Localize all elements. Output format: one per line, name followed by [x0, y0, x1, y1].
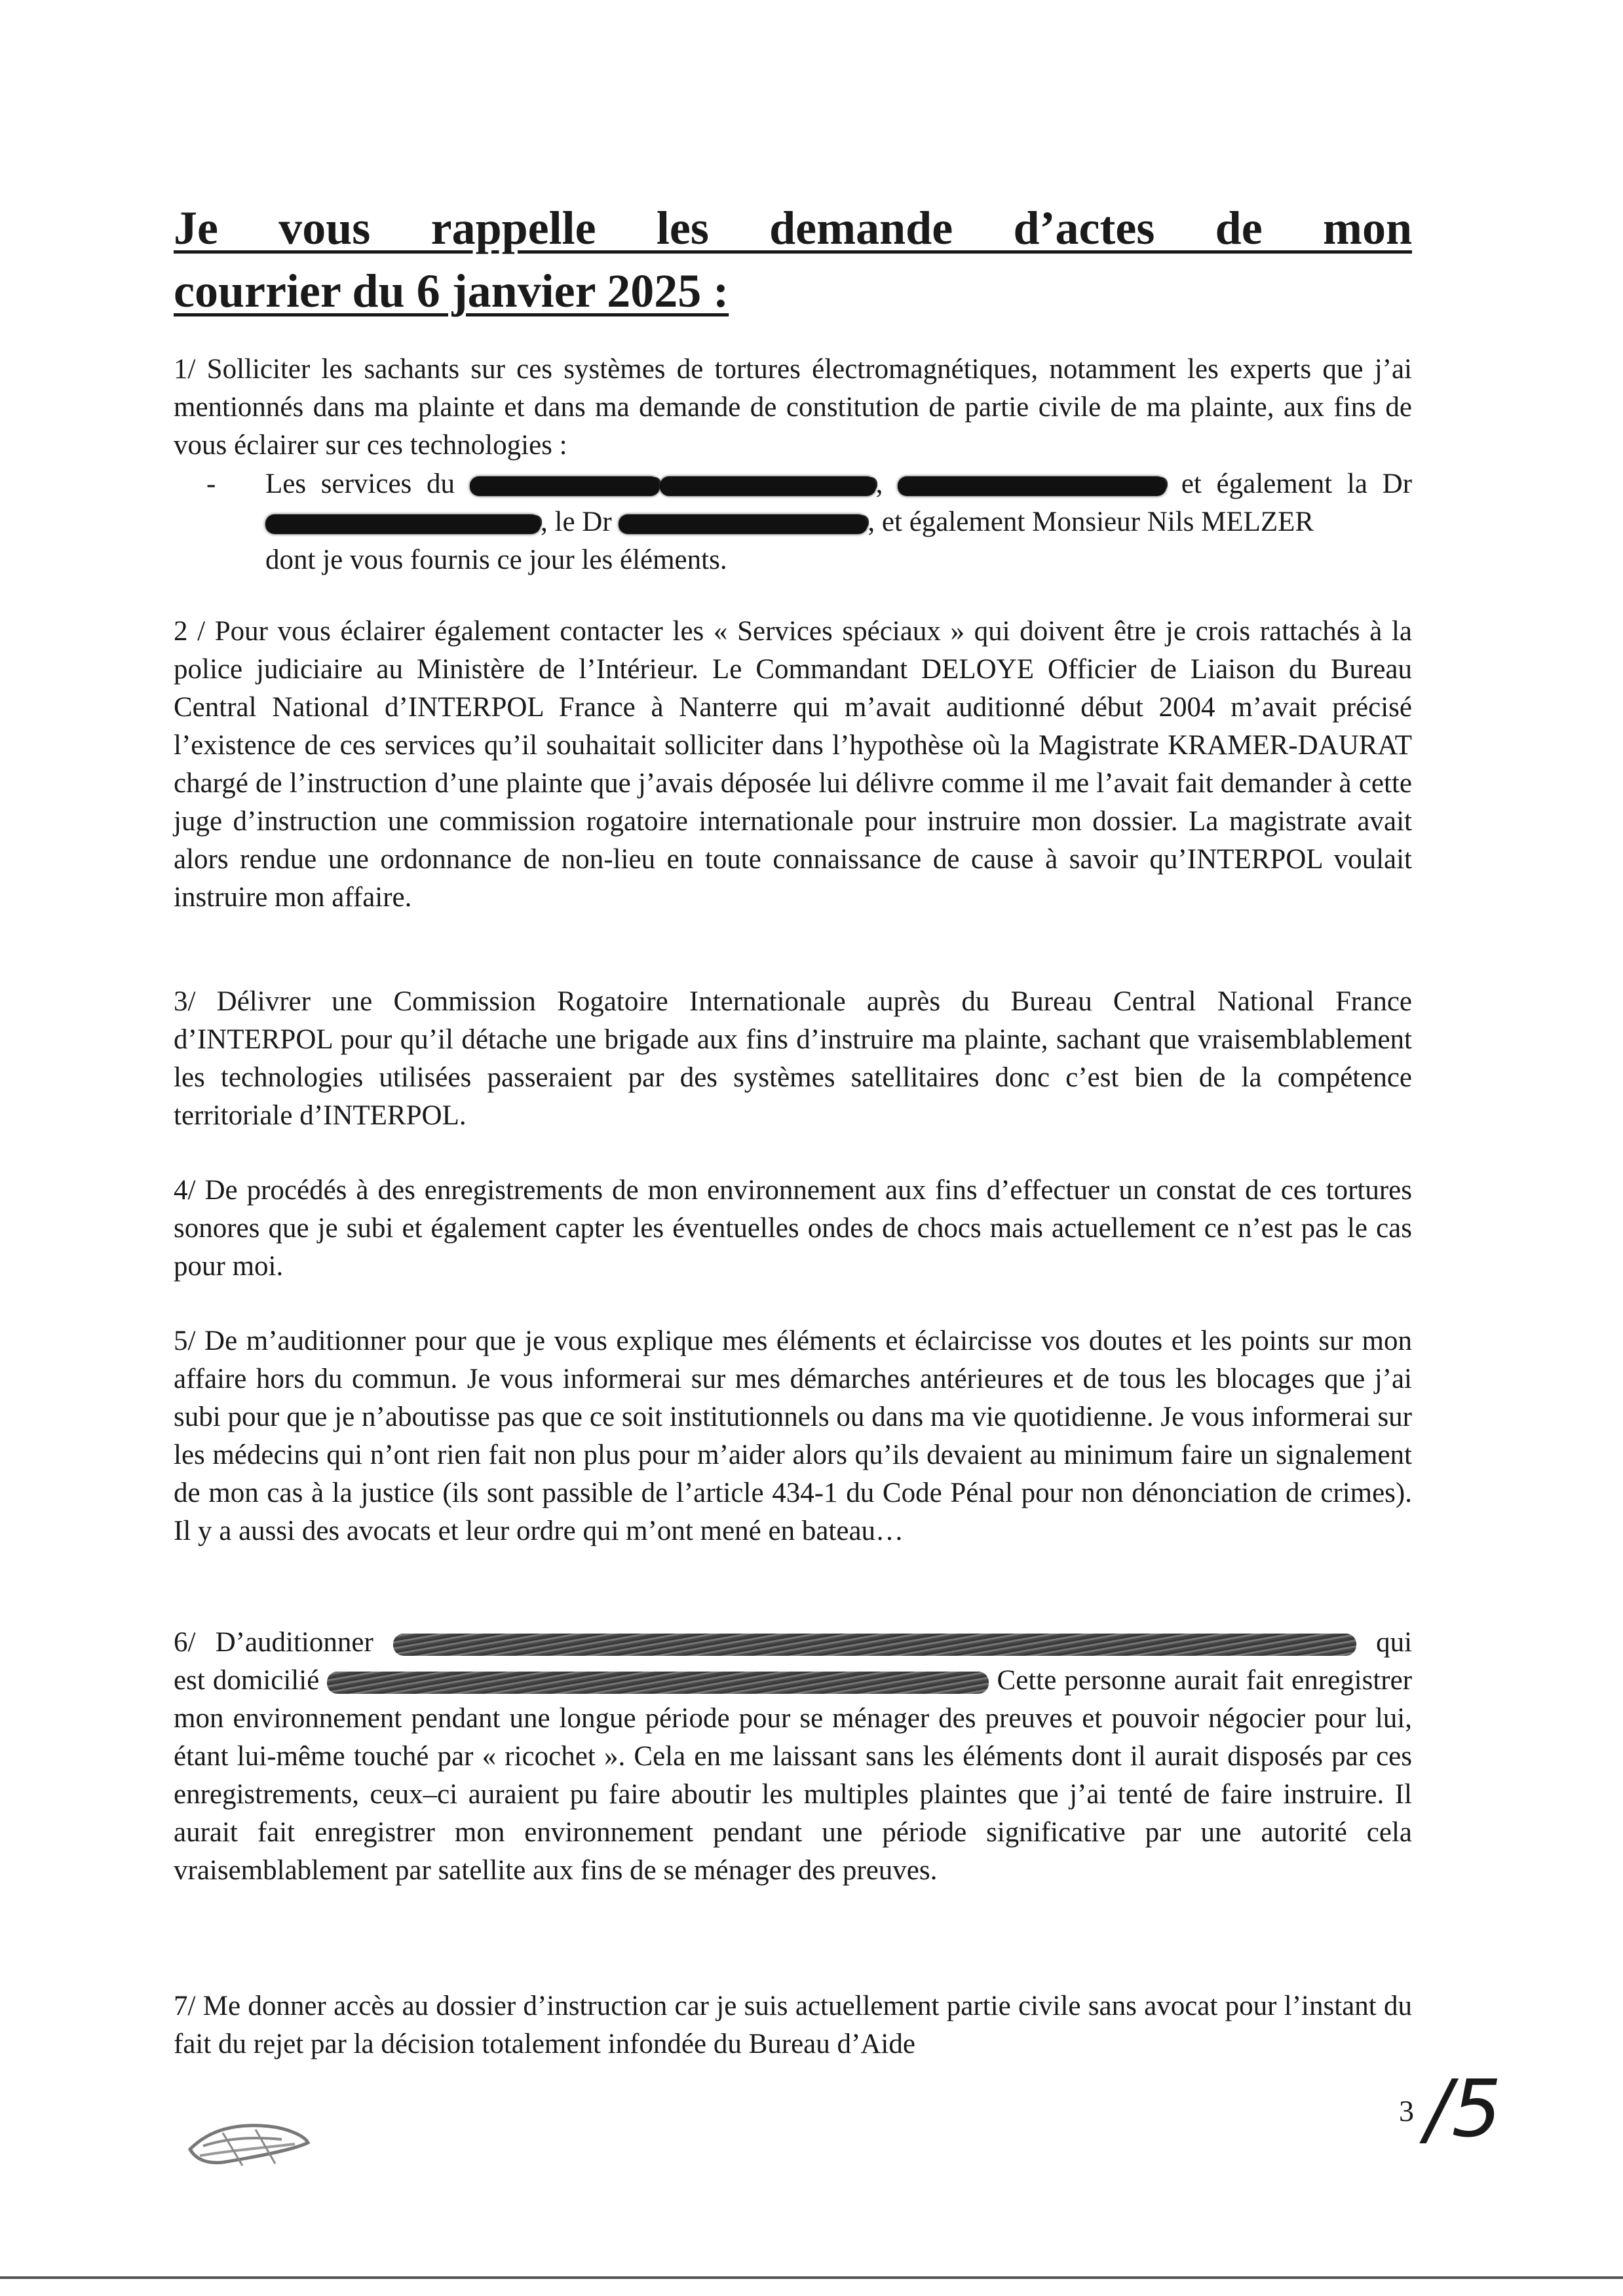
bullet-part-b: , — [875, 469, 883, 499]
title-line-1: Je vous rappelle les demande d’actes de mon — [174, 202, 1412, 254]
item-2: 2 / Pour vous éclairer également contacter les « Services spéciaux » qui doivent être je crois rattachés à la police judiciaire au Ministère de l’Intérieur. Le Commandant DELOYE Officier de Liaison du Bureau Central National d’INTERPOL France à Nanterre qui m’avait auditionné début 2004 m’avait précisé l’existence de ces services qu’il souhaitait solliciter dans l’hypothèse où la Magistrate KRAMER-DAURAT chargé de l’instruction d’une plainte que j’avais déposée lui délivre comme il me l’avait fait demander à cette juge d’instruction une commission rogatoire internationale pour instruire mon dossier. La magistrate avait alors rendue une ordonnance de non-lieu en toute connaissance de cause à savoir qu’INTERPOL voulait instruire mon affaire. — [174, 616, 1412, 913]
bullet-part-a: Les services du — [265, 469, 455, 499]
bullet-part-c: et également la Dr — [1181, 469, 1413, 499]
item-3: 3/ Délivrer une Commission Rogatoire Internationale auprès du Bureau Central National France d’INTERPOL pour qu’il détache une brigade aux fins d’instruire ma plainte, sachant que vraisemblablement les technologies utilisées passeraient par des systèmes satellitaires donc c’est bien de la compétence territoriale d’INTERPOL. — [174, 986, 1412, 1131]
bullet-dash: - — [206, 469, 216, 499]
item-6 — [174, 1624, 1412, 1890]
bullet-part-e: , et également Monsieur Nils MELZER — [868, 507, 1314, 537]
item-6-part-c: est domicilié — [174, 1665, 320, 1696]
item-6-part-d: Cette personne aurait fait enregistrer mon environnement pendant une longue période pour se ménager des preuves et pouvoir négocier pour lui, étant lui-même touché par « ricochet ». Cela en me laissant sans les éléments dont il aurait disposés par ces enregistrements, ceux–ci auraient pu faire aboutir les multiples plaintes que j’ai tenté de faire instruire. Il aurait fait enregistrer mon environnement pendant une période significative par une autorité cela vraisemblablement par satellite aux fins de se ménager des preuves. — [174, 1665, 1413, 1886]
redaction-scribble — [327, 1672, 989, 1694]
redaction — [898, 476, 1166, 496]
item-6-part-b: qui — [1376, 1627, 1413, 1658]
item-4: 4/ De procédés à des enregistrements de mon environnement aux fins d’effectuer un constat de ces tortures sonores que je subi et également capter les éventuelles ondes de chocs mais actuellement ce n’est pas le cas pour moi. — [174, 1175, 1412, 1282]
scan-edge-line — [0, 2276, 1623, 2279]
page-number: 3 — [1399, 2094, 1414, 2128]
bullet-line-1 — [265, 465, 1412, 503]
experts-bullet — [206, 465, 1412, 583]
bullet-part-d: , le Dr — [541, 507, 612, 537]
bullet-line-2 — [265, 503, 1412, 541]
item-7: 7/ Me donner accès au dossier d’instruction car je suis actuellement partie civile sans avocat pour l’instant du fait du rejet par la décision totalement infondée du Bureau d’Aide — [174, 1991, 1412, 2059]
signature-scribble-icon — [183, 2103, 315, 2175]
bullet-line-3: dont je vous fournis ce jour les éléments. — [265, 545, 727, 575]
item-1: 1/ Solliciter les sachants sur ces systèmes de tortures électromagnétiques, notamment les experts que j’ai mentionnés dans ma plainte et dans ma demande de constitution de partie civile de ma plainte, aux fins de vous éclairer sur ces technologies : — [174, 354, 1412, 461]
redaction — [619, 514, 868, 534]
handwritten-page-count: /5 — [1425, 2064, 1502, 2155]
item-6-line-1 — [174, 1624, 1412, 1662]
page-title — [174, 197, 1412, 322]
redaction-scribble — [393, 1634, 1356, 1656]
redaction — [265, 514, 541, 534]
title-line-2: courrier du 6 janvier 2025 : — [174, 265, 729, 317]
redaction — [660, 476, 876, 496]
bullet-text — [265, 465, 1412, 579]
item-5: 5/ De m’auditionner pour que je vous explique mes éléments et éclaircisse vos doutes et les points sur mon affaire hors du commun. Je vous informerai sur mes démarches antérieures et de tous les blocages que j’ai subi pour que je n’aboutisse pas que ce soit institutionnels ou dans ma vie quotidienne. Je vous informerai sur les médecins qui n’ont rien fait non plus pour m’aider alors qu’ils devaient au minimum faire un signalement de mon cas à la justice (ils sont passible de l’article 434-1 du Code Pénal pour non dénonciation de crimes). Il y a aussi des avocats et leur ordre qui m’ont mené en bateau… — [174, 1326, 1412, 1546]
item-6-part-a: 6/ D’auditionner — [174, 1627, 373, 1658]
redaction — [470, 476, 660, 496]
